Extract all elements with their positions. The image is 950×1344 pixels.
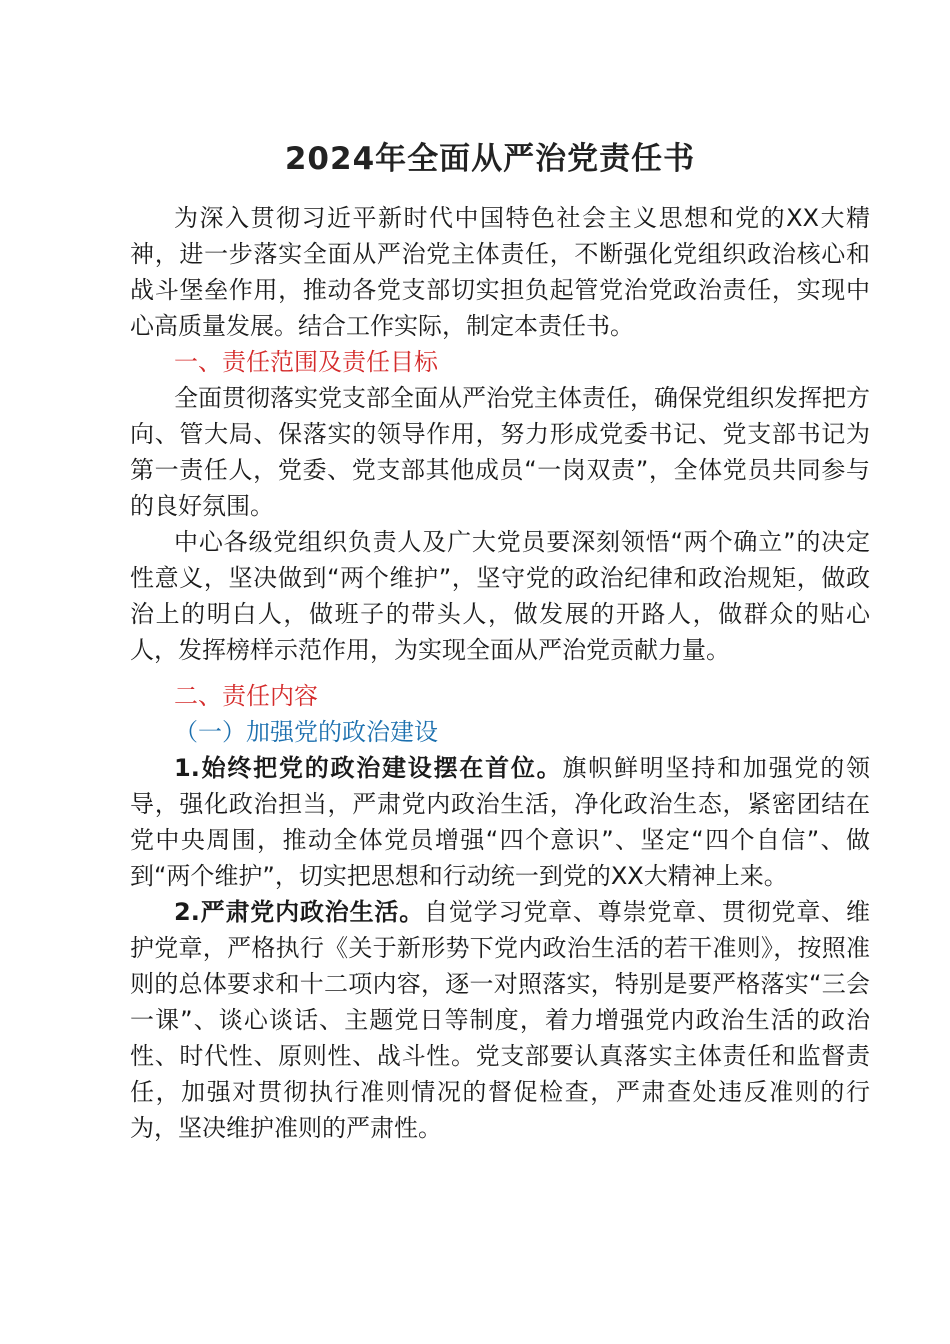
- document-title: 2024年全面从严治党责任书: [284, 141, 696, 177]
- item-2-lead: 2.严肃党内政治生活。: [174, 898, 425, 926]
- item-1-text: 旗帜鲜明坚持和加强党的领导，强化政治担当，严肃党内政治生活，净化政治生态，紧密团结在党中央周围，推动全体党员增强“四个意识”、坚定“四个自信”、做到“两个维护”，切实把思想和行动统一到党的XX大精神上来。: [130, 754, 870, 890]
- intro-paragraph: 为深入贯彻习近平新时代中国特色社会主义思想和党的XX大精神，进一步落实全面从严治党主体责任，不断强化党组织政治核心和战斗堡垒作用，推动各党支部切实担负起管党治党政治责任，实现中心高质量发展。结合工作实际，制定本责任书。: [130, 204, 870, 340]
- scope-paragraph-2: 中心各级党组织负责人及广大党员要深刻领悟“两个确立”的决定性意义，坚决做到“两个维护”，坚守党的政治纪律和政治规矩，做政治上的明白人，做班子的带头人，做发展的开路人，做群众的贴心人，发挥榜样示范作用，为实现全面从严治党贡献力量。: [130, 528, 870, 664]
- scope-paragraph-1: 全面贯彻落实党支部全面从严治党主体责任，确保党组织发挥把方向、管大局、保落实的领导作用，努力形成党委书记、党支部书记为第一责任人，党委、党支部其他成员“一岗双责”，全体党员共同参与的良好氛围。: [130, 384, 870, 520]
- section-heading-scope: 一、责任范围及责任目标: [174, 348, 438, 376]
- item-1-lead: 1.始终把党的政治建设摆在首位。: [174, 754, 563, 782]
- section-heading-content: 二、责任内容: [174, 682, 318, 710]
- item-paragraph-2: [130, 894, 870, 1146]
- item-paragraph-1: [130, 750, 870, 894]
- spacer: [130, 668, 870, 678]
- subsection-heading-political: （一）加强党的政治建设: [174, 718, 438, 746]
- item-2-text: 自觉学习党章、尊崇党章、贯彻党章、维护党章，严格执行《关于新形势下党内政治生活的若干准则》，按照准则的总体要求和十二项内容，逐一对照落实，特别是要严格落实“三会一课”、谈心谈话、主题党日等制度，着力增强党内政治生活的政治性、时代性、原则性、战斗性。党支部要认真落实主体责任和监督责任，加强对贯彻执行准则情况的督促检查，严肃查处违反准则的行为，坚决维护准则的严肃性。: [130, 898, 870, 1142]
- document-body: [130, 200, 870, 1146]
